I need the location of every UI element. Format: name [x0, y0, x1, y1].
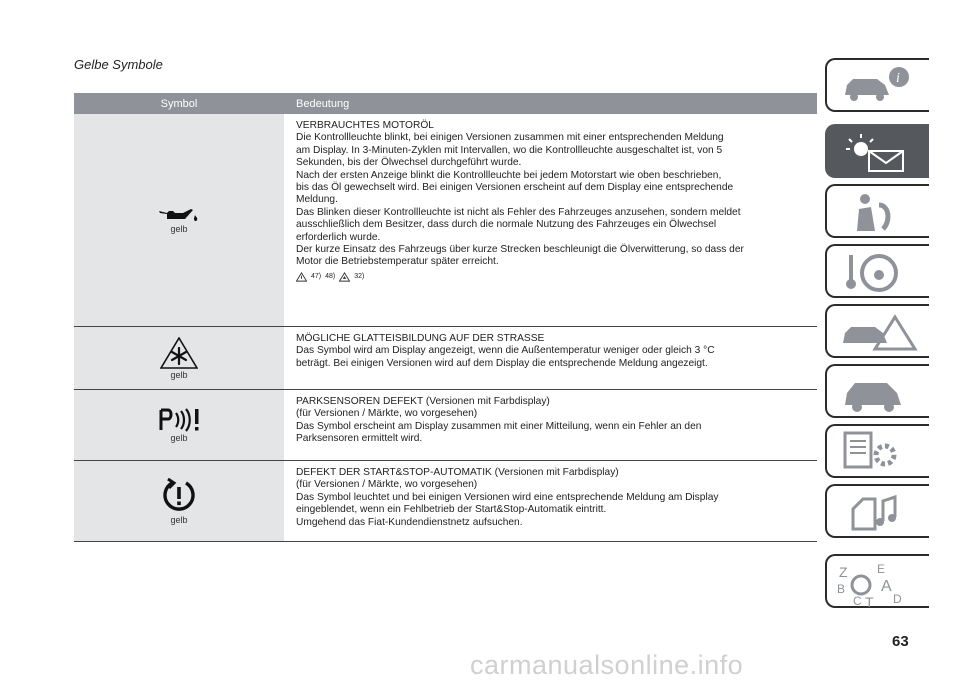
tab-index[interactable] — [825, 554, 929, 608]
symbol-color-label: gelb — [170, 432, 188, 443]
header-symbol: Symbol — [160, 97, 198, 110]
index-letter: B — [837, 582, 846, 596]
desc-line: (für Versionen / Märkte, wo vorgesehen) — [296, 479, 478, 491]
desc-line: Meldung. — [296, 194, 338, 206]
alphabet-index-icon — [835, 561, 923, 611]
reference-notes — [296, 271, 809, 283]
desc-heading: VERBRAUCHTES MOTORÖL — [296, 120, 434, 131]
desc-line: ausschließlich dem Besitzer, dass durch die normale Nutzung des Fahrzeuges ein Ölwechsel — [296, 219, 717, 231]
tab-emergency[interactable] — [825, 304, 929, 358]
warning-triangle-icon — [296, 272, 307, 282]
desc-line: Das Symbol leuchtet und bei einigen Versionen wird eine entsprechende Meldung am Display — [296, 491, 719, 503]
index-letter: C — [853, 594, 862, 608]
symbol-cell — [74, 114, 284, 326]
desc-heading: DEFEKT DER START&STOP-AUTOMATIK (Versionen mit Farbdisplay) — [296, 467, 619, 478]
table-header — [74, 93, 817, 114]
index-letter: D — [893, 592, 902, 606]
tab-driving[interactable] — [825, 244, 929, 298]
car-info-icon — [835, 65, 923, 107]
desc-line: Das Symbol wird am Display angezeigt, wenn die Außentemperatur weniger oder gleich 3 °C — [296, 345, 715, 357]
tab-multimedia[interactable] — [825, 484, 929, 538]
index-letter: Z — [839, 564, 848, 580]
table-row — [74, 390, 817, 461]
index-letter: T — [865, 594, 874, 610]
desc-line: Der kurze Einsatz des Fahrzeugs über kurze Strecken beschleunigt die Ölverwitterung, so dass der — [296, 244, 744, 256]
start-stop-fault-icon — [161, 478, 197, 514]
tab-car-info[interactable] — [825, 58, 929, 112]
index-letter: E — [877, 562, 886, 576]
desc-heading: PARKSENSOREN DEFEKT (Versionen mit Farbdisplay) — [296, 396, 550, 407]
symbol-cell — [74, 390, 284, 460]
oil-can-icon — [157, 207, 201, 223]
table-row — [74, 114, 817, 327]
desc-line: Nach der ersten Anzeige blinkt die Kontrollleuchte bei jedem Motorstart wie oben beschrieben, — [296, 169, 722, 181]
index-letter: A — [881, 578, 892, 595]
car-service-icon — [835, 371, 923, 413]
desc-line: Das Blinken dieser Kontrollleuchte ist nicht als Fehler des Fahrzeuges anzusehen, sondern meldet — [296, 206, 741, 218]
desc-line: bis das Öl gewechselt wird. Bei einigen Versionen erscheint auf dem Display eine entsprechende — [296, 182, 734, 194]
desc-line: Motor die Betriebstemperatur später erreicht. — [296, 256, 499, 268]
tab-maintenance[interactable] — [825, 364, 929, 418]
watermark: carmanualsonline.info — [470, 650, 744, 680]
meaning-cell — [284, 390, 817, 460]
desc-line: am Display. In 3-Minuten-Zyklen mit Intervallen, wo die Kontrollleuchte ausgeschaltet ist, von 5 — [296, 144, 723, 156]
symbol-color-label: gelb — [170, 369, 188, 380]
symbol-cell — [74, 461, 284, 541]
reference-number: 48) — [325, 272, 336, 280]
desc-line: eingeblendet, wenn ein Fehlbetrieb der Start&Stop-Automatik eintritt. — [296, 504, 607, 516]
page-number: 63 — [892, 633, 909, 650]
table-row — [74, 327, 817, 390]
desc-line: Sekunden, bis der Ölwechsel durchgeführt wurde. — [296, 157, 522, 169]
car-emergency-icon — [835, 311, 923, 353]
tab-technical-data[interactable] — [825, 424, 929, 478]
tab-warning-lights[interactable] — [825, 124, 929, 178]
meaning-cell — [284, 461, 817, 541]
caution-hand-icon — [339, 272, 350, 282]
desc-line: Umgehend das Fiat-Kundendienstnetz aufsuchen. — [296, 516, 523, 528]
symbol-color-label: gelb — [170, 514, 188, 525]
svg-text:i: i — [896, 71, 900, 86]
meaning-cell — [284, 327, 817, 389]
steering-wheel-key-icon — [835, 251, 923, 293]
symbol-table — [74, 93, 817, 542]
snowflake-warning-icon — [160, 337, 198, 369]
multimedia-icon — [835, 491, 923, 533]
warning-light-message-icon — [835, 131, 923, 173]
reference-number: 32) — [354, 272, 365, 280]
desc-line: (für Versionen / Märkte, wo vorgesehen) — [296, 408, 478, 420]
desc-heading: MÖGLICHE GLATTEISBILDUNG AUF DER STRASSE — [296, 333, 545, 344]
tab-safety[interactable] — [825, 184, 929, 238]
desc-line: Die Kontrollleuchte blinkt, bei einigen Versionen zusammen mit einer entsprechenden Meldung — [296, 132, 724, 144]
desc-line: Das Symbol erscheint am Display zusammen mit einer Mitteilung, wenn ein Fehler an den — [296, 420, 702, 432]
parking-sensor-fault-icon — [157, 408, 201, 432]
desc-line: Parksensoren ermittelt wird. — [296, 433, 423, 445]
meaning-cell — [284, 114, 817, 326]
section-title: Gelbe Symbole — [74, 57, 163, 72]
seatbelt-airbag-icon — [835, 191, 923, 233]
header-meaning: Bedeutung — [296, 97, 350, 110]
reference-number: 47) — [311, 272, 322, 280]
symbol-color-label: gelb — [170, 223, 188, 234]
table-row — [74, 461, 817, 542]
desc-line: erforderlich wurde. — [296, 231, 381, 243]
specs-gear-icon — [835, 431, 923, 473]
desc-line: beträgt. Bei einigen Versionen wird auf dem Display die entsprechende Meldung angezeigt. — [296, 357, 708, 369]
symbol-cell — [74, 327, 284, 389]
